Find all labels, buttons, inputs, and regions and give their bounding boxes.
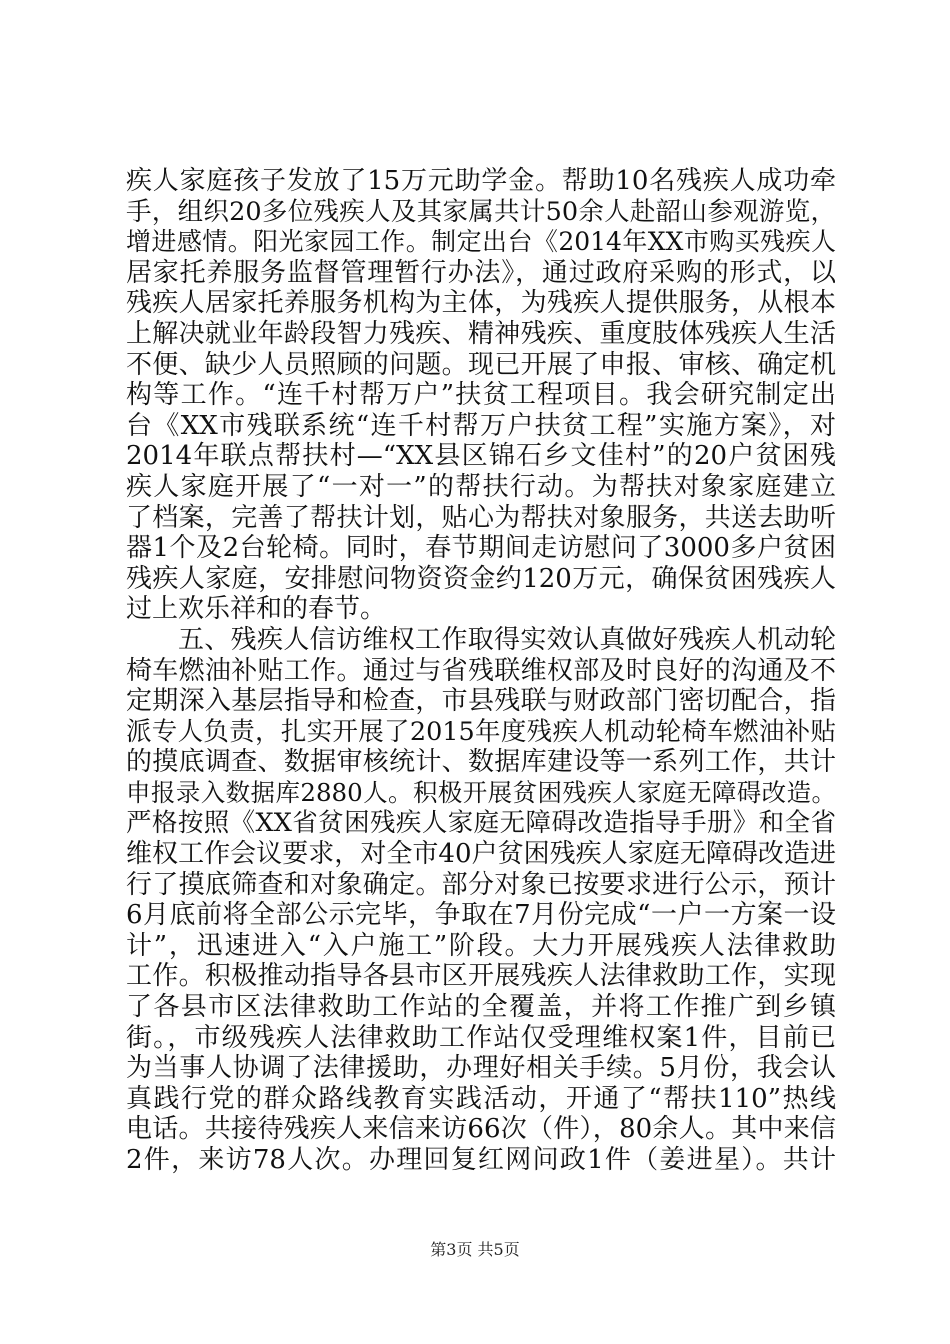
- text-line: 残疾人家庭，安排慰问物资资金约120万元，确保贫困残疾人: [126, 563, 836, 594]
- text-line: 疾人家庭孩子发放了15万元助学金。帮助10名残疾人成功牵: [126, 166, 836, 196]
- text-line: 居家托养服务监督管理暂行办法》，通过政府采购的形式，以: [126, 257, 836, 288]
- text-line: 6月底前将全部公示完毕，争取在7月份完成“一户一方案一设: [126, 900, 836, 931]
- text-line: 椅车燃油补贴工作。通过与省残联维权部及时良好的沟通及不: [126, 655, 836, 686]
- text-line: 器1个及2台轮椅。同时，春节期间走访慰问了3000多户贫困: [126, 533, 836, 564]
- document-body: [126, 166, 836, 1176]
- text-line: 上解决就业年龄段智力残疾、精神残疾、重度肢体残疾人生活: [126, 318, 836, 349]
- text-line: 2件，来访78人次。办理回复红网问政1件（姜进星）。共计: [126, 1145, 836, 1175]
- text-line: 残疾人居家托养服务机构为主体，为残疾人提供服务，从根本: [126, 288, 836, 319]
- text-line: 街。，市级残疾人法律救助工作站仅受理维权案1件，目前已: [126, 1022, 836, 1053]
- text-line: 真践行党的群众路线教育实践活动，开通了“帮扶110”热线: [126, 1083, 836, 1114]
- text-line: 增进感情。阳光家园工作。制定出台《2014年XX市购买残疾人: [126, 227, 836, 257]
- text-line: 过上欢乐祥和的春节。: [126, 594, 387, 625]
- text-line: 构等工作。“连千村帮万户”扶贫工程项目。我会研究制定出: [126, 380, 836, 411]
- text-line: 维权工作会议要求，对全市40户贫困残疾人家庭无障碍改造进: [126, 839, 836, 870]
- text-line: 了各县市区法律救助工作站的全覆盖，并将工作推广到乡镇: [126, 992, 836, 1023]
- text-line: 2014年联点帮扶村—“XX县区锦石乡文佳村”的20户贫困残: [126, 441, 836, 472]
- text-line: 不便、缺少人员照顾的问题。现已开展了申报、审核、确定机: [126, 349, 836, 380]
- text-line: 严格按照《XX省贫困残疾人家庭无障碍改造指导手册》和全省: [126, 808, 836, 839]
- text-line: 派专人负责，扎实开展了2015年度残疾人机动轮椅车燃油补贴: [126, 716, 836, 747]
- text-line: 申报录入数据库2880人。积极开展贫困残疾人家庭无障碍改造。: [126, 777, 836, 807]
- text-line: 疾人家庭开展了“一对一”的帮扶行动。为帮扶对象家庭建立: [126, 471, 836, 502]
- text-line: 为当事人协调了法律援助，办理好相关手续。5月份，我会认: [126, 1053, 836, 1084]
- text-line: 的摸底调查、数据审核统计、数据库建设等一系列工作，共计: [126, 747, 836, 778]
- text-line: 定期深入基层指导和检查，市县残联与财政部门密切配合，指: [126, 686, 836, 717]
- text-line: 台《XX市残联系统“连千村帮万户扶贫工程”实施方案》，对: [126, 410, 836, 441]
- page-number-footer: 第3页 共5页: [430, 1240, 520, 1259]
- text-line: 了档案，完善了帮扶计划，贴心为帮扶对象服务，共送去助听: [126, 502, 836, 533]
- text-line: 手，组织20多位残疾人及其家属共计50余人赴韶山参观游览，: [126, 196, 836, 227]
- text-line: 工作。积极推动指导各县市区开展残疾人法律救助工作，实现: [126, 961, 836, 992]
- text-line: 五、残疾人信访维权工作取得实效认真做好残疾人机动轮: [178, 624, 836, 655]
- text-line: 行了摸底筛查和对象确定。部分对象已按要求进行公示，预计: [126, 869, 836, 900]
- text-line: 电话。共接待残疾人来信来访66次（件），80余人。其中来信: [126, 1114, 836, 1145]
- text-line: 计”，迅速进入“入户施工”阶段。大力开展残疾人法律救助: [126, 930, 836, 961]
